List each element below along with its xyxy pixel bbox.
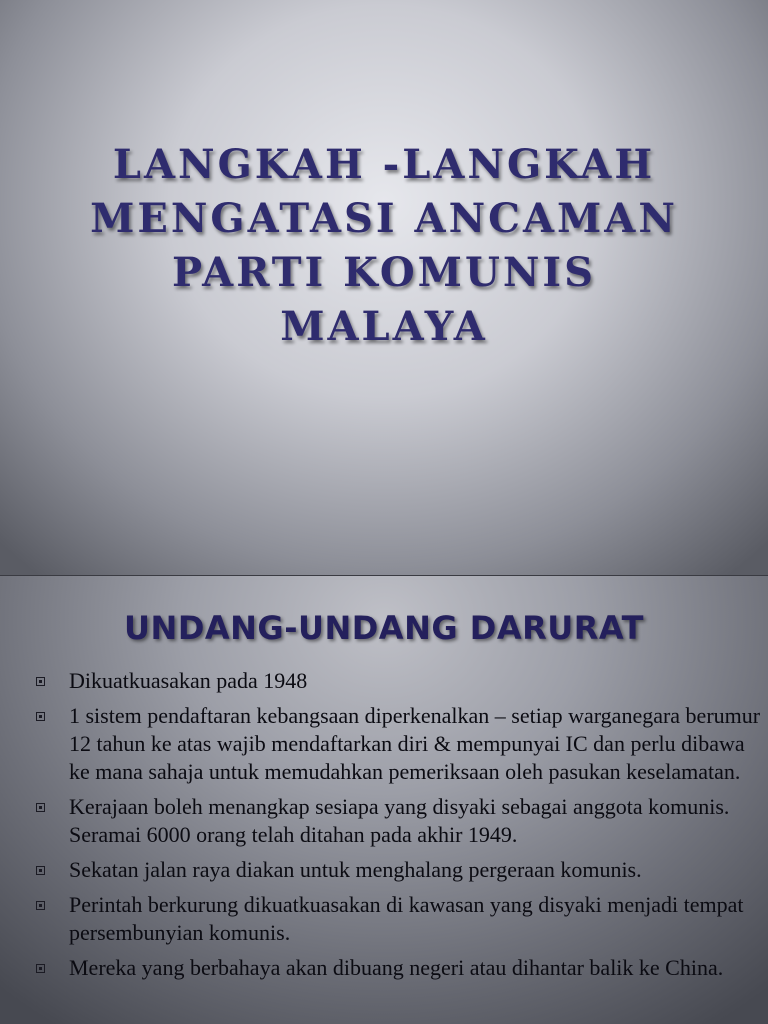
square-bullet-icon	[36, 677, 45, 686]
slide-title-line-2: MENGATASI ANCAMAN	[90, 195, 678, 242]
bullet-item	[34, 793, 764, 849]
bullet-item	[34, 667, 764, 695]
bullet-text: Mereka yang berbahaya akan dibuang negeri atau dihantar balik ke China.	[69, 955, 724, 980]
content-slide	[0, 576, 768, 1024]
square-bullet-icon	[36, 712, 45, 721]
bullet-item	[34, 891, 764, 947]
slide-title-line-3: PARTI KOMUNIS	[172, 249, 596, 296]
bullet-item	[34, 954, 764, 982]
bullet-list	[34, 667, 764, 989]
square-bullet-icon	[36, 803, 45, 812]
slide-title-line-4: MALAYA	[280, 303, 488, 350]
bullet-text: 1 sistem pendaftaran kebangsaan diperkenalkan – setiap warganegara berumur 12 tahun ke atas wajib mendaftarkan diri & mempunyai IC dan perlu dibawa ke mana sahaja untuk memudahkan pemeriksaan oleh pasukan keselamatan.	[69, 703, 761, 784]
square-bullet-icon	[36, 901, 45, 910]
square-bullet-icon	[36, 964, 45, 973]
slide-title-line-1: LANGKAH -LANGKAH	[112, 141, 656, 188]
bullet-item	[34, 702, 764, 786]
bullet-text: Dikuatkuasakan pada 1948	[69, 668, 308, 693]
bullet-item	[34, 856, 764, 884]
bullet-text: Kerajaan boleh menangkap sesiapa yang disyaki sebagai anggota komunis. Seramai 6000 orang telah ditahan pada akhir 1949.	[69, 794, 730, 847]
bullet-text: Perintah berkurung dikuatkuasakan di kawasan yang disyaki menjadi tempat persembunyian komunis.	[69, 892, 744, 945]
bullet-text: Sekatan jalan raya diakan untuk menghalang pergeraan komunis.	[69, 857, 642, 882]
slide-title	[40, 138, 728, 354]
section-title: UNDANG-UNDANG DARURAT	[124, 609, 644, 647]
square-bullet-icon	[36, 866, 45, 875]
